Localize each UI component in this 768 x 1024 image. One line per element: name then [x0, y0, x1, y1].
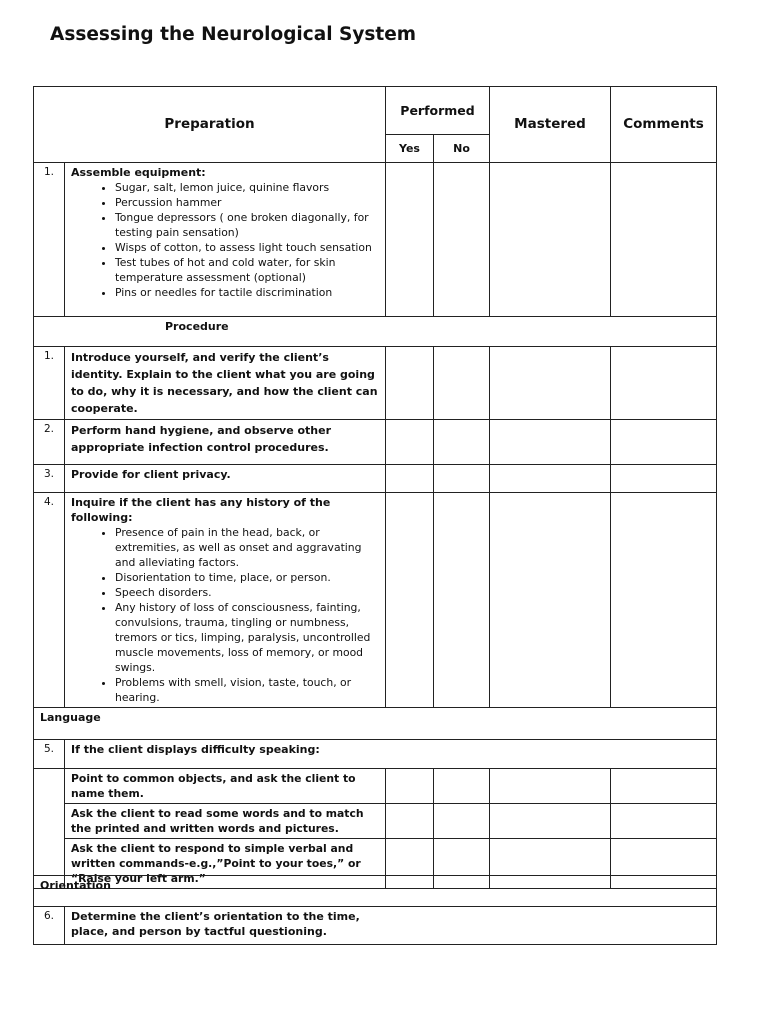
yes-cell[interactable] [386, 420, 434, 465]
step-number: 1. [34, 163, 65, 317]
step-text: Determine the client’s orientation to the time, place, and person by tactful questioning. [71, 910, 360, 938]
list-item: • Problems with smell, vision, taste, touch, or hearing. [115, 675, 379, 705]
section-row [34, 317, 717, 347]
checklist-table [33, 86, 717, 889]
table-row [34, 347, 717, 420]
section-row [34, 876, 717, 907]
comments-header: Comments [611, 87, 717, 163]
orientation-label: Orientation [34, 876, 717, 907]
substep-text: Point to common objects, and ask the client to name them. [65, 769, 386, 804]
substep-text: Ask the client to read some words and to match the printed and written words and pictures. [65, 804, 386, 839]
comments-cell[interactable] [611, 769, 717, 804]
mastered-cell[interactable] [490, 769, 611, 804]
table-row [34, 804, 717, 839]
no-header: No [434, 135, 490, 163]
orientation-table [33, 875, 717, 945]
step-number-spacer [34, 769, 65, 889]
yes-cell[interactable] [386, 163, 434, 317]
comments-cell[interactable] [611, 163, 717, 317]
equipment-list [71, 180, 379, 300]
comments-cell[interactable] [611, 465, 717, 493]
step-cell [65, 907, 717, 945]
step-title: Inquire if the client has any history of the following: [71, 496, 331, 524]
mastered-cell[interactable] [490, 347, 611, 420]
step-cell [65, 493, 386, 708]
mastered-cell[interactable] [490, 804, 611, 839]
list-item: • Any history of loss of consciousness, fainting, convulsions, trauma, tingling or numbness, tremors or tics, limping, paralysis, uncontrolled muscle movements, loss of memory, or mood swings. [115, 600, 379, 675]
table-row [34, 465, 717, 493]
no-cell[interactable] [434, 769, 490, 804]
list-item: • Tongue depressors ( one broken diagonally, for testing pain sensation) [115, 210, 379, 240]
yes-header: Yes [386, 135, 434, 163]
step-text: Perform hand hygiene, and observe other appropriate infection control procedures. [65, 420, 386, 465]
list-item: • Speech disorders. [115, 585, 379, 600]
step-number: 3. [34, 465, 65, 493]
history-list [71, 525, 379, 705]
table-row [34, 493, 717, 708]
procedure-label: Procedure [34, 317, 717, 347]
comments-cell[interactable] [611, 493, 717, 708]
table-row [34, 769, 717, 804]
comments-cell[interactable] [611, 347, 717, 420]
step-number: 1. [34, 347, 65, 420]
table-row [34, 163, 717, 317]
step-title: Assemble equipment: [71, 166, 206, 179]
list-item: • Pins or needles for tactile discrimination [115, 285, 379, 300]
no-cell[interactable] [434, 163, 490, 317]
no-cell[interactable] [434, 465, 490, 493]
section-row [34, 708, 717, 740]
list-item: • Presence of pain in the head, back, or extremities, as well as onset and aggravating and alleviating factors. [115, 525, 379, 570]
page-title: Assessing the Neurological System [50, 24, 417, 45]
step-number: 2. [34, 420, 65, 465]
table-row [34, 420, 717, 465]
no-cell[interactable] [434, 420, 490, 465]
step-number: 6. [34, 907, 65, 945]
header-row [34, 87, 717, 135]
mastered-cell[interactable] [490, 465, 611, 493]
step-text: Provide for client privacy. [65, 465, 386, 493]
substep-text: Ask the client to respond to simple verbal and written commands-e.g.,”Point to your toes,” or “Raise your left arm.” [65, 839, 386, 889]
table-row [34, 907, 717, 945]
step-text: Introduce yourself, and verify the client’s identity. Explain to the client what you are going to do, why it is necessary, and how the client can cooperate. [65, 347, 386, 420]
list-item: • Wisps of cotton, to assess light touch sensation [115, 240, 379, 255]
step-cell [65, 163, 386, 317]
yes-cell[interactable] [386, 347, 434, 420]
comments-cell[interactable] [611, 420, 717, 465]
language-label: Language [34, 708, 717, 740]
yes-cell[interactable] [386, 465, 434, 493]
step-number: 5. [34, 740, 65, 769]
comments-cell[interactable] [611, 804, 717, 839]
no-cell[interactable] [434, 804, 490, 839]
mastered-cell[interactable] [490, 163, 611, 317]
table-row [34, 740, 717, 769]
list-item: • Sugar, salt, lemon juice, quinine flavors [115, 180, 379, 195]
no-cell[interactable] [434, 347, 490, 420]
mastered-cell[interactable] [490, 493, 611, 708]
list-item: • Disorientation to time, place, or person. [115, 570, 379, 585]
mastered-cell[interactable] [490, 420, 611, 465]
step-text: If the client displays difficulty speaking: [65, 740, 717, 769]
performed-header: Performed [386, 87, 490, 135]
preparation-header: Preparation [34, 87, 386, 163]
no-cell[interactable] [434, 493, 490, 708]
list-item: • Test tubes of hot and cold water, for skin temperature assessment (optional) [115, 255, 379, 285]
list-item: • Percussion hammer [115, 195, 379, 210]
mastered-header: Mastered [490, 87, 611, 163]
step-number: 4. [34, 493, 65, 708]
yes-cell[interactable] [386, 804, 434, 839]
yes-cell[interactable] [386, 769, 434, 804]
yes-cell[interactable] [386, 493, 434, 708]
